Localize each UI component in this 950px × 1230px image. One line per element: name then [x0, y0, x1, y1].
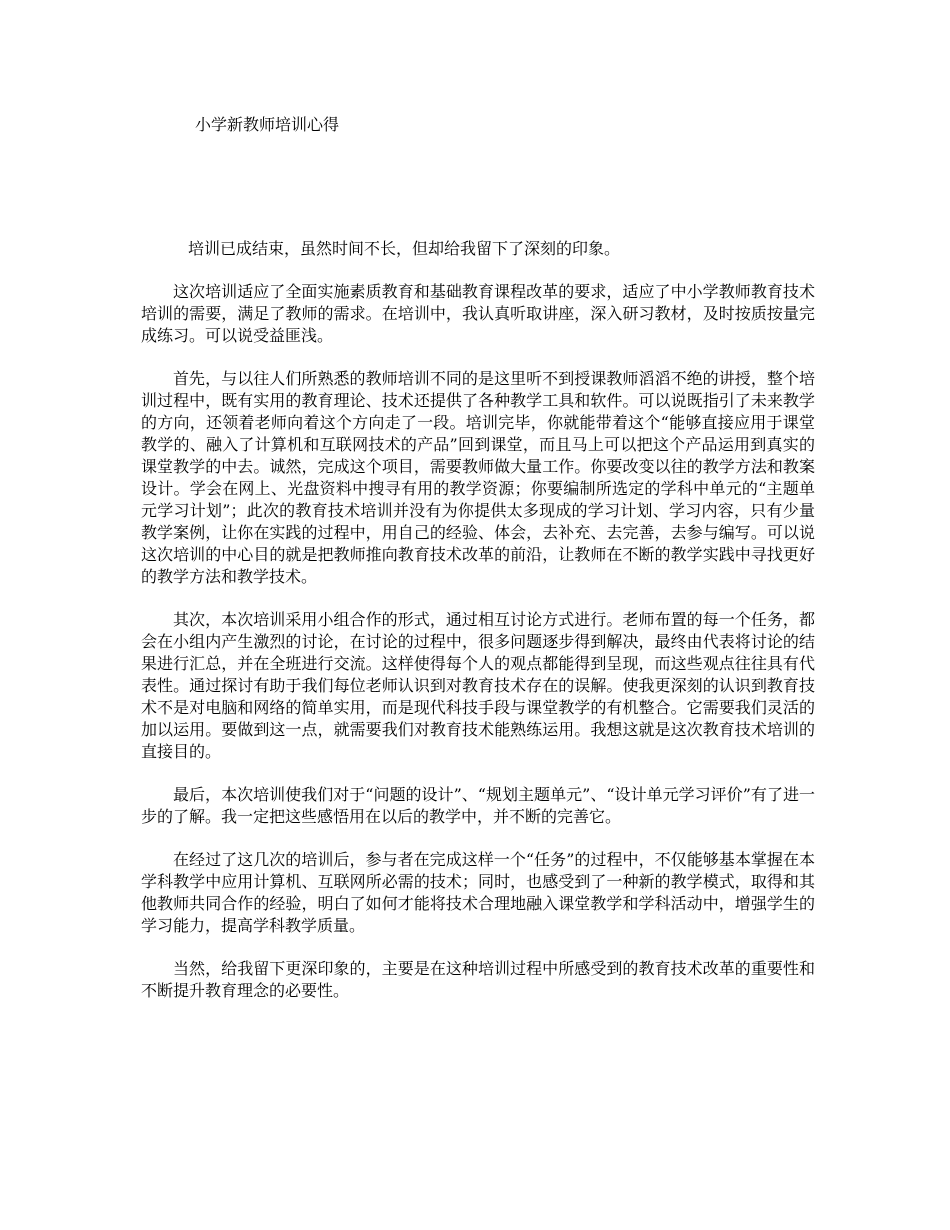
- document-body: [141, 281, 815, 1023]
- paragraph-6: 当然，给我留下更深印象的，主要是在这种培训过程中所感受到的教育技术改革的重要性和不断提升教育理念的必要性。: [141, 959, 815, 1000]
- paragraph-1: 这次培训适应了全面实施素质教育和基础教育课程改革的要求，适应了中小学教师教育技术培训的需要，满足了教师的需求。在培训中，我认真听取讲座，深入研习教材，及时按质按量完成练习。可以说受益匪浅。: [141, 282, 815, 345]
- page-title: 小学新教师培训心得: [195, 115, 340, 134]
- paragraph-5: 在经过了这几次的培训后，参与者在完成这样一个“任务”的过程中，不仅能够基本掌握在本学科教学中应用计算机、互联网所必需的技术；同时，也感受到了一种新的教学模式，取得和其他教师共同合作的经验，明白了如何才能将技术合理地融入课堂教学和学科活动中，增强学生的学习能力，提高学科教学质量。: [141, 850, 815, 935]
- intro-paragraph: 培训已成结束，虽然时间不长，但却给我留下了深刻的印象。: [188, 239, 621, 258]
- paragraph-4: 最后，本次培训使我们对于“问题的设计”、“规划主题单元”、“设计单元学习评价”有了进一步的了解。我一定把这些感悟用在以后的教学中，并不断的完善它。: [141, 785, 815, 826]
- paragraph-2: 首先，与以往人们所熟悉的教师培训不同的是这里听不到授课教师滔滔不绝的讲授，整个培训过程中，既有实用的教育理论、技术还提供了各种教学工具和软件。可以说既指引了未来教学的方向，还领着老师向着这个方向走了一段。培训完毕，你就能带着这个“能够直接应用于课堂教学的、融入了计算机和互联网技术的产品”回到课堂，而且马上可以把这个产品运用到真实的课堂教学的中去。诚然，完成这个项目，需要教师做大量工作。你要改变以往的教学方法和教案设计。学会在网上、光盘资料中搜寻有用的教学资源；你要编制所选定的学科中单元的“主题单元学习计划”；此次的教育技术培训并没有为你提供太多现成的学习计划、学习内容，只有少量教学案例，让你在实践的过程中，用自己的经验、体会，去补充、去完善，去参与编写。可以说这次培训的中心目的就是把教师推向教育技术改革的前沿，让教师在不断的教学实践中寻找更好的教学方法和教学技术。: [141, 369, 815, 586]
- paragraph-3: 其次，本次培训采用小组合作的形式，通过相互讨论方式进行。老师布置的每一个任务，都会在小组内产生激烈的讨论，在讨论的过程中，很多问题逐步得到解决，最终由代表将讨论的结果进行汇总，并在全班进行交流。这样使得每个人的观点都能得到呈现，而这些观点往往具有代表性。通过探讨有助于我们每位老师认识到对教育技术存在的误解。使我更深刻的认识到教育技术不是对电脑和网络的简单实用，而是现代科技手段与课堂教学的有机整合。它需要我们灵活的加以运用。要做到这一点，就需要我们对教育技术能熟练运用。我想这就是这次教育技术培训的直接目的。: [141, 610, 815, 761]
